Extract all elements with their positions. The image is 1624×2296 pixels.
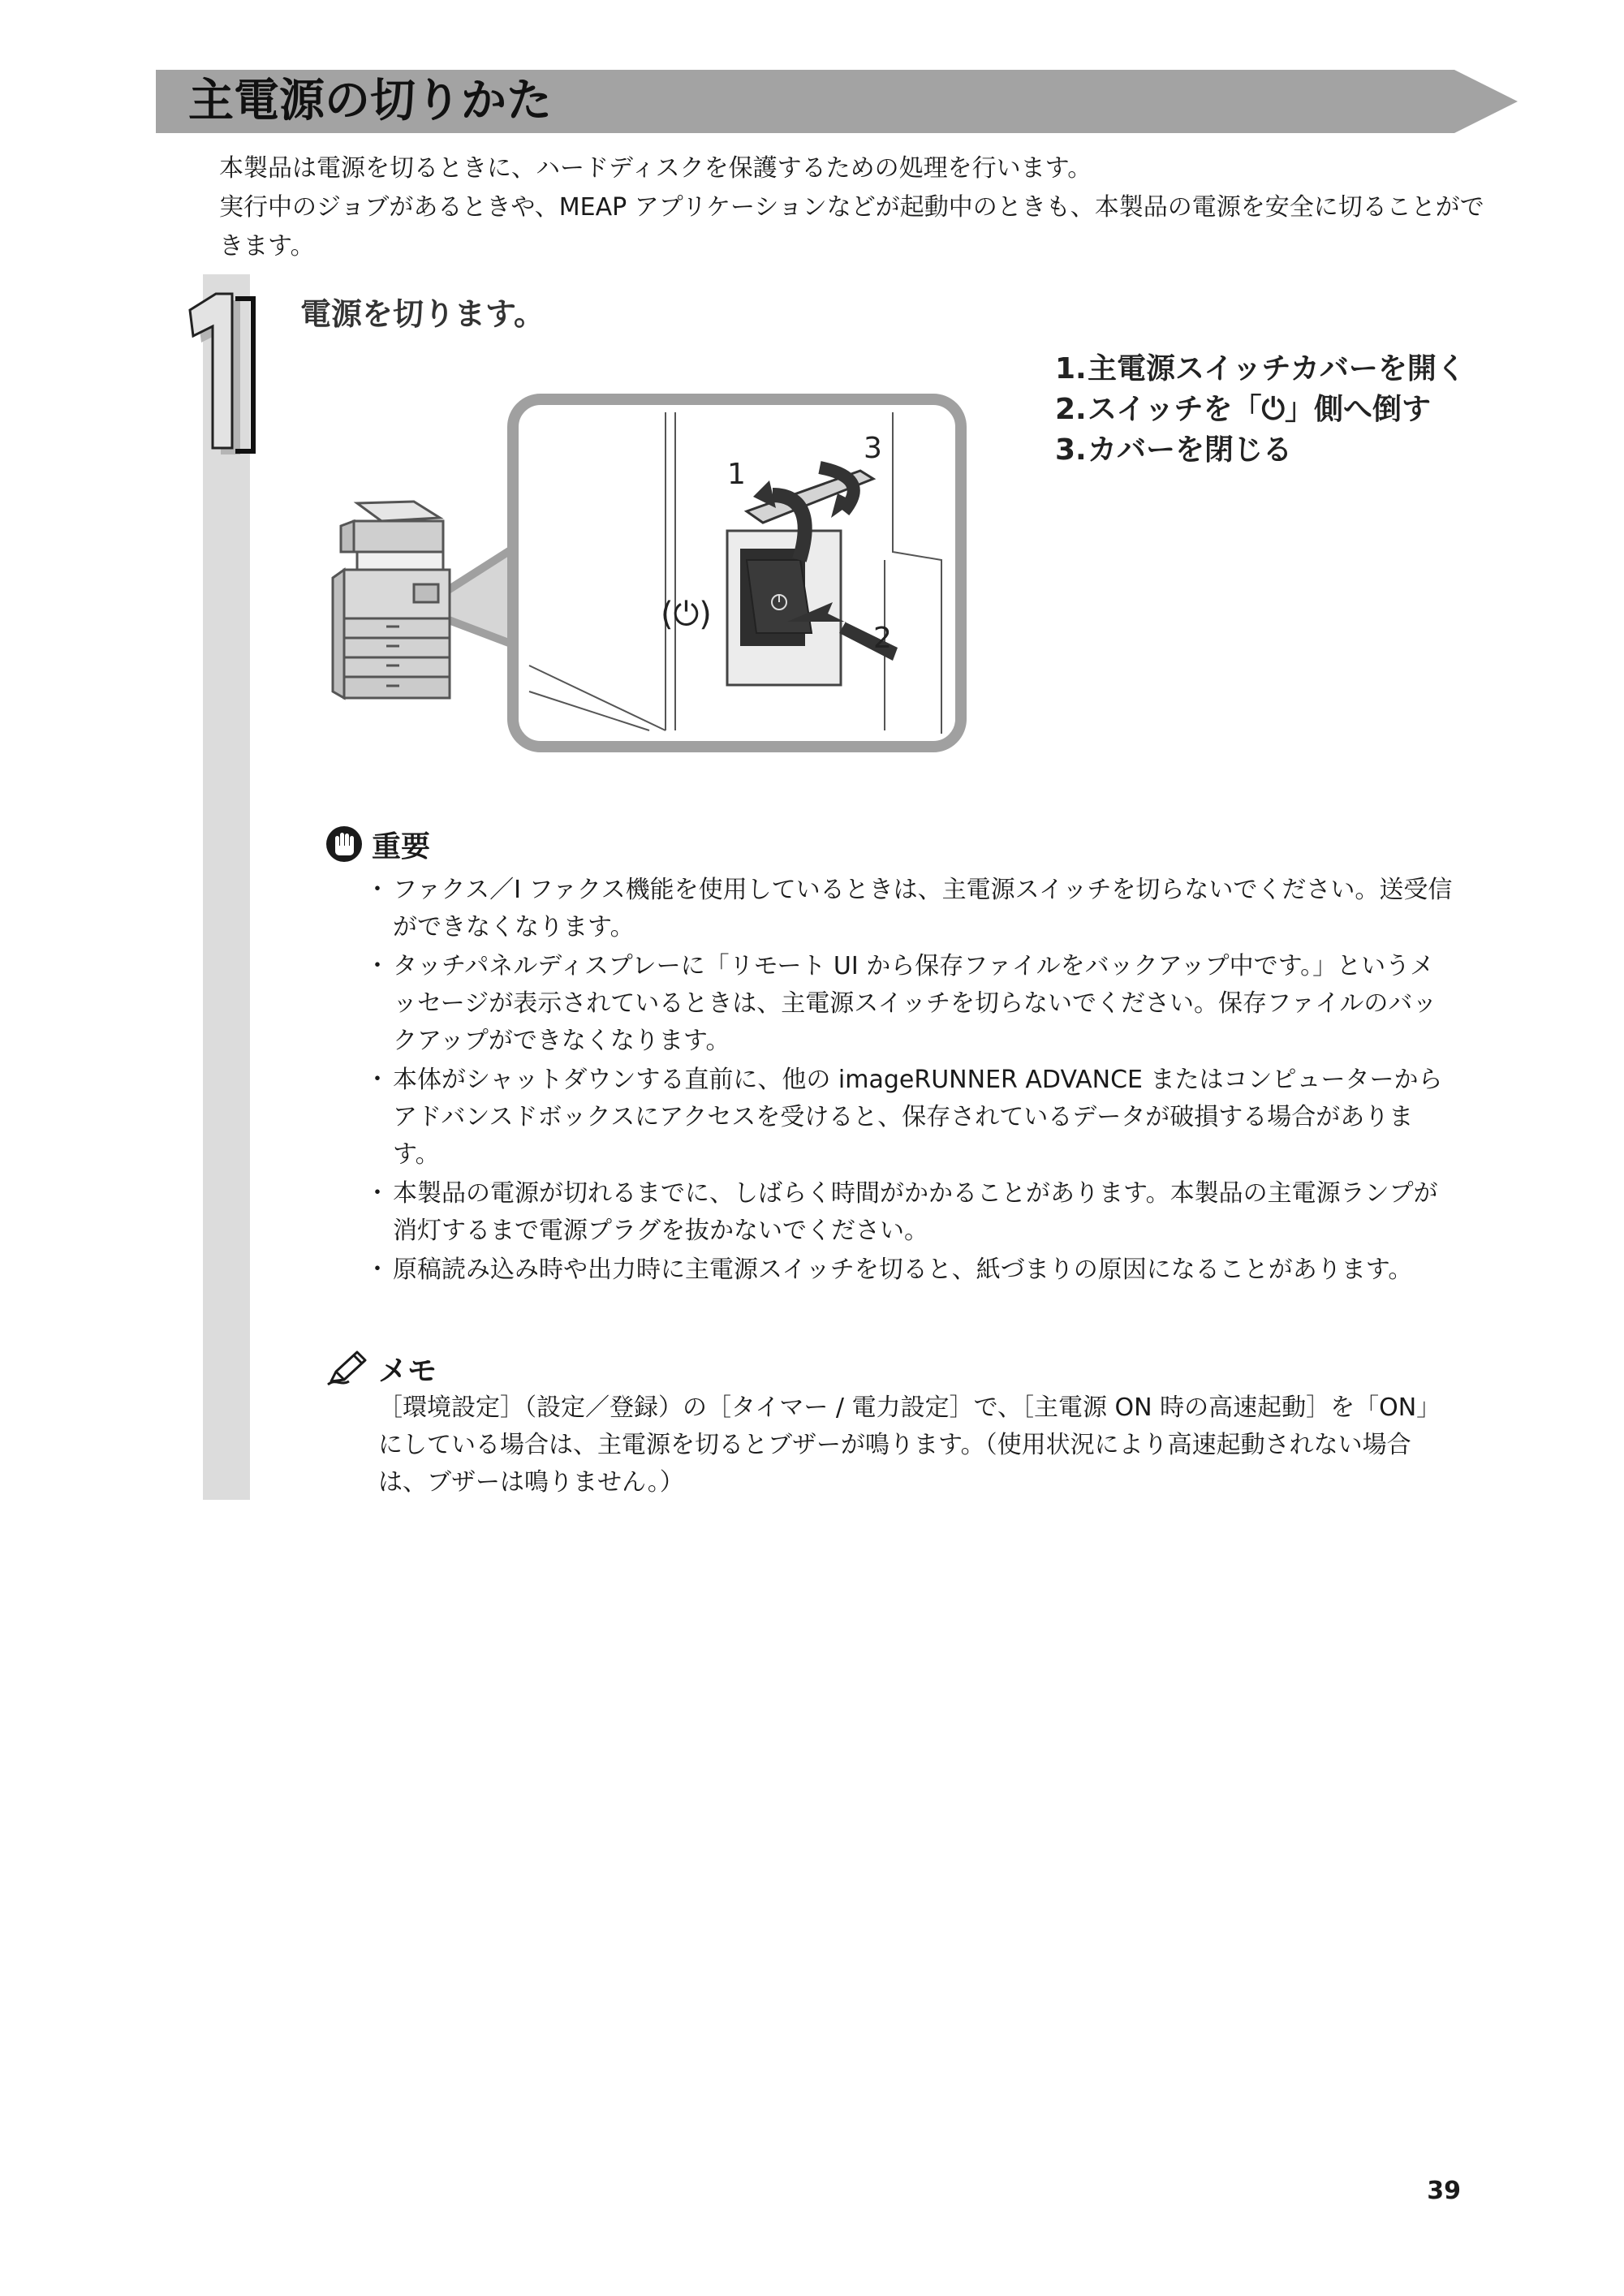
important-list — [375, 872, 1454, 1290]
intro-line-1: 本製品は電源を切るときに、ハードディスクを保護するための処理を行います。 — [219, 154, 1092, 183]
action-number: 2. — [1055, 393, 1087, 426]
important-item: ・ タッチパネルディスプレーに「リモート UI から保存ファイルをバックアップ中です。」というメッセージが表示されているときは、主電源スイッチを切らないでください。保存ファイルのバックアップができなくなります。 — [375, 948, 1454, 1060]
action-text: スイッチを「⏻」側へ倒す — [1088, 393, 1432, 426]
important-item: ・ 本体がシャットダウンする直前に、他の imageRUNNER ADVANCE またはコンピューターからアドバンスドボックスにアクセスを受けると、保存されているデータが破損する場合があります。 — [375, 1062, 1454, 1174]
important-heading — [325, 821, 430, 867]
important-item: ・ 原稿読み込み時や出力時に主電源スイッチを切ると、紙づまりの原因になることがあります。 — [375, 1251, 1454, 1289]
action-item — [1055, 390, 1493, 430]
memo-heading — [325, 1346, 437, 1391]
action-number: 3. — [1055, 433, 1087, 467]
section-title-banner — [156, 70, 1519, 133]
printer-icon — [333, 502, 450, 698]
stop-hand-icon — [325, 825, 364, 864]
memo-label: メモ — [378, 1354, 437, 1388]
important-label: 重要 — [372, 829, 431, 864]
callout-3-label: 3 — [864, 432, 882, 465]
step-number-graphic — [174, 292, 271, 463]
intro-line-2: 実行中のジョブがあるときや、MEAP アプリケーションなどが起動中のときも、本製品の電源を安全に切ることができます。 — [219, 193, 1484, 261]
action-item — [1055, 430, 1493, 471]
illustration-svg — [325, 390, 974, 763]
callout-2-label: 2 — [873, 622, 892, 655]
important-item: ・ ファクス／I ファクス機能を使用しているときは、主電源スイッチを切らないでください。送受信ができなくなります。 — [375, 872, 1454, 946]
intro-text — [219, 149, 1501, 266]
important-item: ・ 本製品の電源が切れるまでに、しばらく時間がかかることがあります。本製品の主電源ランプが消灯するまで電源プラグを抜かないでください。 — [375, 1175, 1454, 1250]
action-number: 1. — [1055, 352, 1087, 386]
action-text: カバーを閉じる — [1088, 433, 1293, 467]
callout-1-label: 1 — [727, 458, 746, 491]
action-text: 主電源スイッチカバーを開く — [1088, 352, 1466, 386]
power-symbol-label: (⏻) — [661, 596, 712, 633]
memo-text: ［環境設定］（設定／登録）の［タイマー / 電力設定］で、［主電源 ON 時の高速起動］を「ON」にしている場合は、主電源を切るとブザーが鳴ります。（使用状況により高速起動されない場合は、ブザーは鳴りません。） — [378, 1394, 1441, 1497]
action-item — [1055, 349, 1493, 390]
power-switch-illustration — [325, 390, 974, 763]
step-action-list — [1055, 349, 1493, 471]
step-title: 電源を切ります。 — [300, 296, 545, 332]
page-title: 主電源の切りかた — [188, 75, 552, 127]
page-number: 39 — [1427, 2177, 1461, 2205]
pencil-icon — [325, 1349, 372, 1388]
